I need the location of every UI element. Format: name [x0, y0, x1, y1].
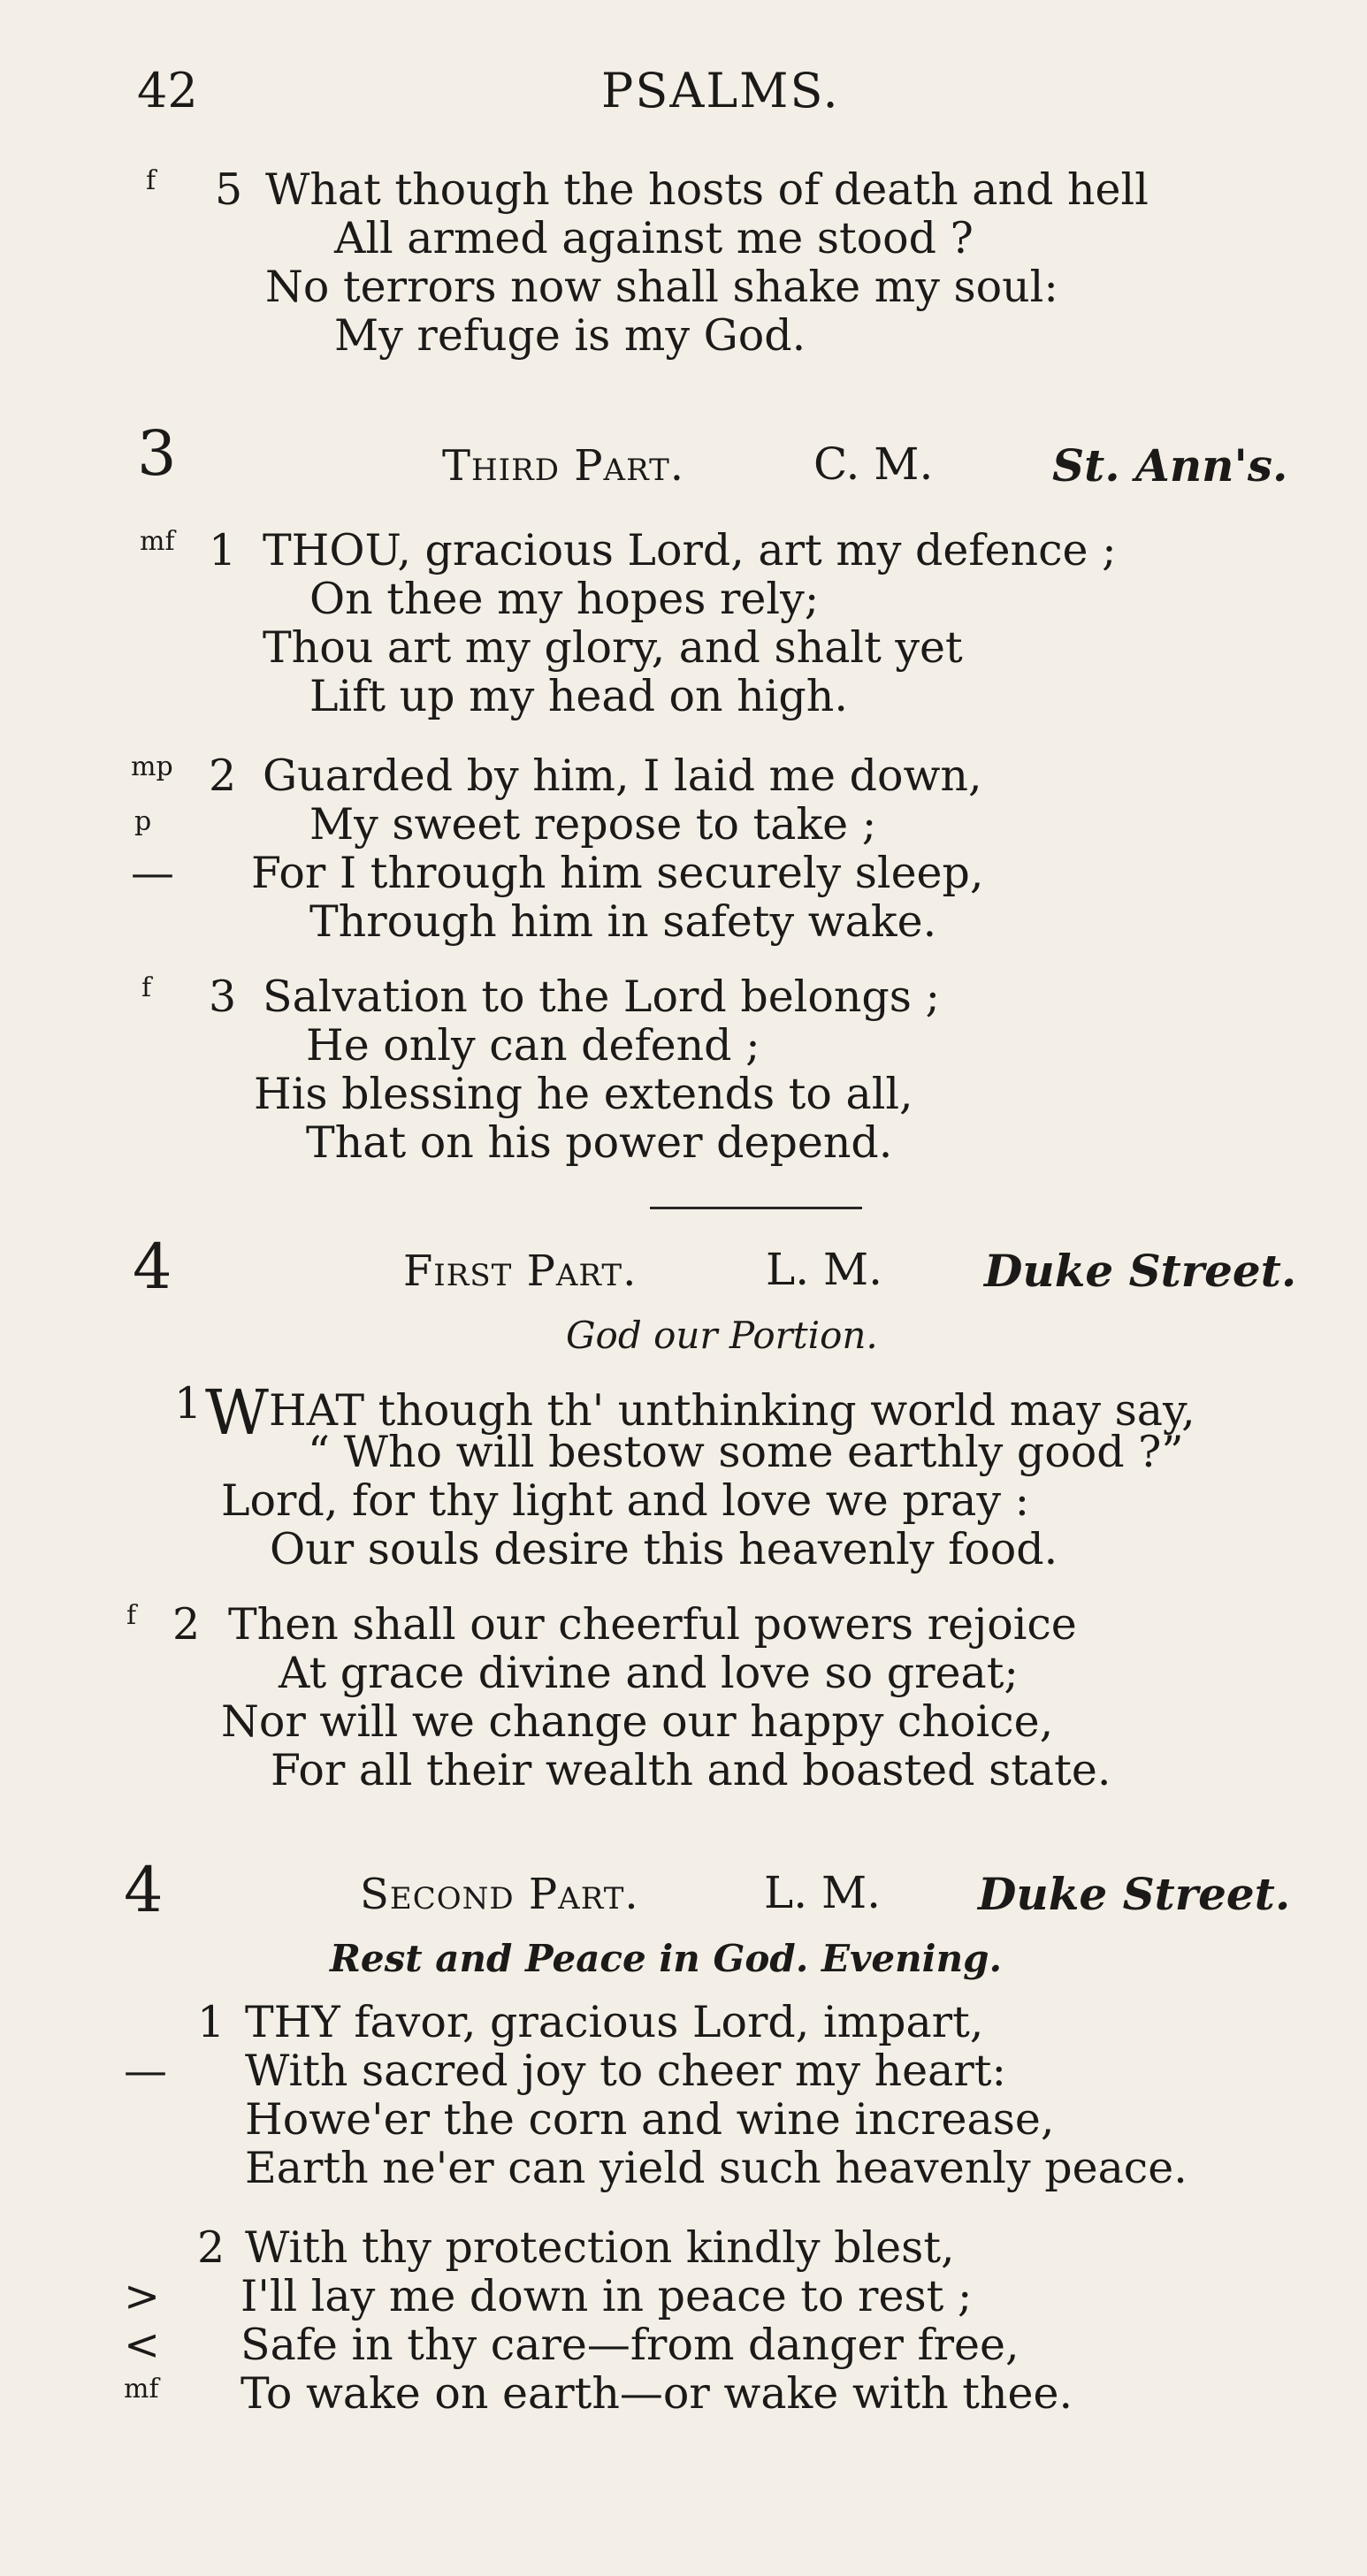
dynamic-mark: > [124, 2271, 161, 2321]
running-title: PSALMS. [601, 63, 840, 118]
stanza-number: 3 [209, 972, 237, 1022]
verse-line: Earth ne'er can yield such heavenly peace. [245, 2143, 1188, 2193]
meter-label: C. M. [813, 438, 934, 490]
verse-line: Through him in safety wake. [309, 896, 937, 947]
meter-label: L. M. [764, 1867, 882, 1918]
tune-name: Duke Street. [984, 1245, 1297, 1297]
part-label: Second Part. [360, 1870, 639, 1919]
verse-line: No terrors now shall shake my soul: [265, 262, 1058, 312]
dynamic-mark: f [126, 1600, 137, 1631]
stanza-number: 2 [172, 1599, 201, 1650]
stanza-number: 1 [209, 525, 237, 575]
psalm-number: 3 [137, 417, 177, 490]
verse-line: Howe'er the corn and wine increase, [245, 2094, 1055, 2145]
meter-label: L. M. [766, 1244, 883, 1295]
verse-line: What though the hosts of death and hell [265, 164, 1149, 215]
verse-line: I'll lay me down in peace to rest ; [241, 2271, 973, 2321]
verse-line: Then shall our cheerful powers rejoice [228, 1599, 1077, 1650]
dynamic-mark: f [146, 165, 157, 196]
verse-line: Lord, for thy light and love we pray : [221, 1475, 1030, 1526]
verse-line: Lift up my head on high. [309, 671, 848, 721]
page-number: 42 [137, 63, 198, 118]
verse-line: My refuge is my God. [334, 310, 806, 361]
tune-name: Duke Street. [978, 1868, 1291, 1920]
psalm-number: 4 [124, 1854, 164, 1926]
verse-line: Thou art my glory, and shalt yet [263, 622, 963, 673]
dynamic-mark: — [124, 2046, 167, 2096]
verse-line: Salvation to the Lord belongs ; [263, 972, 941, 1022]
verse-line: For I through him securely sleep, [251, 848, 984, 898]
dynamic-mark: p [134, 806, 152, 837]
verse-line: He only can defend ; [306, 1020, 760, 1071]
verse-line: Safe in thy care—from danger free, [241, 2320, 1020, 2370]
dynamic-mark: f [141, 972, 152, 1003]
dynamic-mark: mf [140, 526, 175, 557]
verse-line: On thee my hopes rely; [309, 574, 820, 624]
drop-cap: W [205, 1376, 269, 1449]
part-label: First Part. [403, 1246, 638, 1296]
verse-line: At grace divine and love so great; [279, 1648, 1019, 1698]
verse-line: “ Who will bestow some earthly good ?” [308, 1427, 1184, 1477]
stanza-number: 1 [174, 1378, 202, 1429]
dynamic-mark: mf [124, 2374, 159, 2405]
verse-line: THOU, gracious Lord, art my defence ; [263, 525, 1117, 575]
verse-line: Guarded by him, I laid me down, [263, 751, 982, 801]
verse-line: With sacred joy to cheer my heart: [245, 2046, 1006, 2096]
section-divider [650, 1207, 862, 1209]
psalm-subtitle: God our Portion. [566, 1314, 878, 1357]
verse-line: With thy protection kindly blest, [245, 2222, 955, 2273]
dynamic-mark: < [124, 2320, 161, 2370]
dynamic-mark: mp [131, 751, 173, 782]
stanza-number: 1 [197, 1997, 225, 2047]
stanza-number: 5 [215, 164, 243, 215]
verse-line: His blessing he extends to all, [254, 1069, 913, 1119]
stanza-number: 2 [209, 751, 237, 801]
verse-line: All armed against me stood ? [334, 213, 974, 263]
stanza-number: 2 [197, 2222, 225, 2273]
verse-line: THY favor, gracious Lord, impart, [245, 1997, 984, 2047]
verse-line: Nor will we change our happy choice, [221, 1696, 1054, 1747]
verse-line: That on his power depend. [306, 1117, 893, 1168]
verse-line: My sweet repose to take ; [309, 799, 877, 850]
verse-line: HAT though th' unthinking world may say, [268, 1385, 1195, 1436]
verse-line: Our souls desire this heavenly food. [270, 1524, 1058, 1574]
part-label: Third Part. [442, 441, 685, 491]
verse-line: For all their wealth and boasted state. [271, 1745, 1111, 1795]
tune-name: St. Ann's. [1052, 439, 1288, 492]
dynamic-mark: — [131, 848, 174, 898]
psalm-subtitle: Rest and Peace in God. Evening. [330, 1937, 1003, 1980]
verse-line: To wake on earth—or wake with thee. [241, 2368, 1073, 2419]
psalm-number: 4 [133, 1231, 172, 1303]
